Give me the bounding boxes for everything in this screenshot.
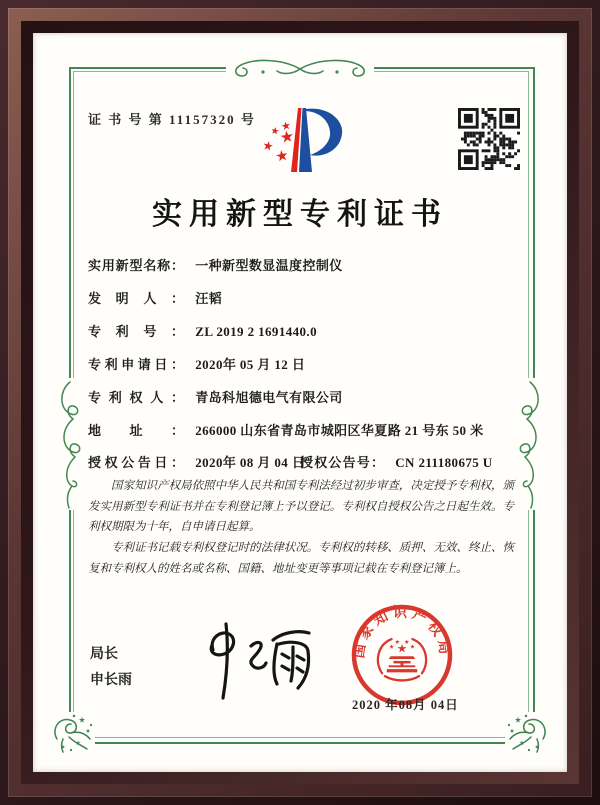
field-row-patentee bbox=[88, 387, 528, 406]
field-value: 一种新型数显温度控制仪 bbox=[195, 258, 343, 273]
field-value: CN 211180675 U bbox=[395, 455, 493, 470]
field-value: 青岛科旭德电气有限公司 bbox=[195, 390, 343, 405]
bottom-left-floral-ornament bbox=[51, 711, 93, 753]
field-row-patent-no bbox=[88, 321, 528, 340]
field-value: 汪韬 bbox=[195, 291, 223, 306]
field-label: 授权公告号： bbox=[300, 455, 384, 470]
field-label: 地址： bbox=[88, 423, 184, 438]
field-row-address bbox=[88, 420, 528, 439]
national-emblem-icon bbox=[378, 639, 426, 680]
signer-block bbox=[90, 641, 132, 693]
field-label: 专利权人： bbox=[88, 390, 184, 405]
field-value: ZL 2019 2 1691440.0 bbox=[195, 324, 317, 339]
field-value: 266000 山东省青岛市城阳区华夏路 21 号东 50 米 bbox=[195, 423, 484, 438]
svg-text:国家知识产权局 bbox=[350, 604, 453, 659]
legal-paragraph-1: 国家知识产权局依照中华人民共和国专利法经过初步审查，决定授予专利权，颁发实用新型专利证书并在专利登记簿上予以登记。专利权自授权公告之日起生效。专利权期限为十年，自申请日起算。 bbox=[88, 480, 514, 534]
field-row-inventor bbox=[88, 288, 528, 307]
field-row-grant bbox=[88, 452, 528, 471]
left-vine-ornament bbox=[56, 380, 82, 510]
field-row-name bbox=[88, 255, 528, 274]
bottom-right-floral-ornament bbox=[507, 711, 549, 753]
field-label: 专利申请日： bbox=[88, 357, 184, 372]
certificate-number: 证 书 号 第 11157320 号 bbox=[88, 112, 256, 127]
signer-name: 申长雨 bbox=[90, 670, 132, 687]
seal-date: 2020 年08月 04日 bbox=[352, 698, 459, 712]
signature bbox=[185, 620, 320, 705]
seal-text: 国家知识产权局 bbox=[352, 606, 452, 660]
field-label: 专利号： bbox=[88, 324, 184, 339]
field-value: 2020年 05 月 12 日 bbox=[195, 357, 306, 372]
certificate-title: 实用新型专利证书 bbox=[152, 198, 448, 231]
legal-text bbox=[88, 476, 514, 579]
cnipa-logo-icon bbox=[248, 98, 358, 180]
signer-title: 局长 bbox=[90, 645, 118, 661]
field-row-filing-date bbox=[88, 354, 528, 373]
field-value: 2020年 08 月 04 日 bbox=[195, 455, 306, 470]
qr-code bbox=[458, 108, 520, 170]
official-seal bbox=[350, 603, 454, 707]
field-label: 发明人： bbox=[88, 291, 184, 306]
top-flourish-ornament bbox=[225, 55, 375, 81]
field-label: 实用新型名称： bbox=[88, 258, 184, 273]
field-label: 授权公告日： bbox=[88, 455, 184, 470]
field-pair-grant-no bbox=[300, 452, 493, 471]
legal-paragraph-2: 专利证书记载专利权登记时的法律状况。专利权的转移、质押、无效、终止、恢复和专利权人的姓名或名称、国籍、地址变更等事项记载在专利登记簿上。 bbox=[88, 542, 514, 575]
